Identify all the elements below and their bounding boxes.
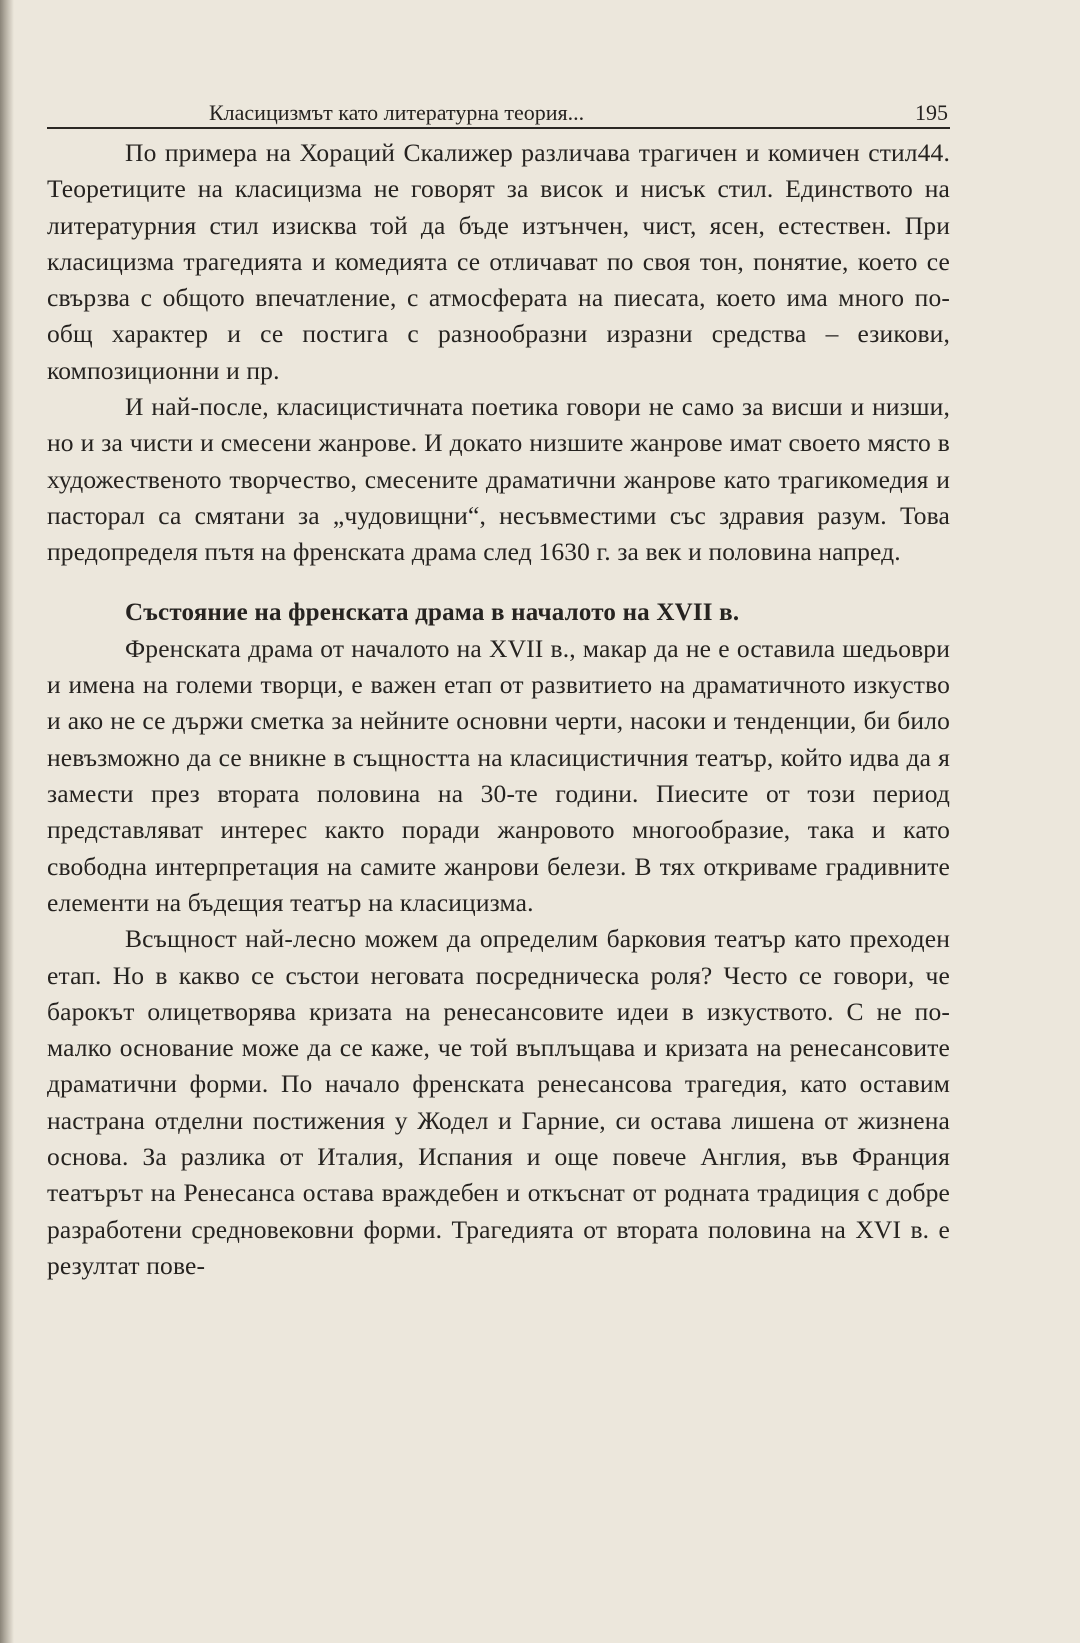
paragraph-mixed-genres: И най-после, класицистичната поетика говори не само за висши и низши, но и за чисти и смесени жанрове. И докато низшите жанрове имат своето място в художественото творчество, смесените драматични жанрове като трагикомедия и пасторал са смятани за „чудовищни“, несъвместими със здравия разум. Това предопределя пътя на френската драма след 1630 г. за век и половина напред. (47, 392, 950, 567)
paragraph-baroque-theatre: Всъщност най-лесно можем да определим барковия театър като преходен етап. Но в какво се състои неговата посредническа роля? Често се говори, че барокът олицетворява кризата на ренесансовите идеи в изкуството. С не по-малко основание може да се каже, че той въплъщава и кризата на ренесансовите драматични форми. По начало френската ренесансова трагедия, като оставим настрана отделни постижения у Жодел и Гарние, си остава лишена от жизнена основа. За разлика от Италия, Испания и още повече Англия, във Франция театърът на Ренесанса остава враждебен и откъснат от родната традиция с добре разработени средновековни форми. Трагедията от втората половина на XVI в. е резултат пове- (47, 924, 950, 1280)
paragraph-early-french-drama: Френската драма от началото на XVII в., макар да не е оставила шедьоври и имена на големи творци, е важен етап от развитието на драматичното изкуство и ако не се държи сметка за нейните основни черти, насоки и тенденции, би било невъзможно да се вникне в същността на класицистичния театър, който идва да я замести през втората половина на 30-те години. Пиесите от този период представляват интерес както поради жанровото многообразие, така и като свободна интерпретация на самите жанрови белези. В тях откриваме градивните елементи на бъдещия театър на класицизма. (47, 633, 950, 917)
page-number: 195 (915, 100, 948, 125)
paragraph-comic-tragic-style: По примера на Хораций Скалижер различава трагичен и комичен стил44. Теоретиците на класицизма не говорят за висок и нисък стил. Единството на литературния стил изисква той да бъде изтънчен, чист, ясен, естествен. При класицизма трагедията и комедията се отличават по своя тон, понятие, което се свързва с общото впечатление, с атмосферата на пиесата, което има много по-общ характер и се постига с разнообразни изразни средства – езикови, композиционни и пр. (47, 138, 950, 385)
book-page (47, 97, 950, 1284)
running-header (47, 97, 950, 129)
page-binding-shadow (0, 0, 14, 1643)
running-title: Класицизмът като литературна теория... (209, 100, 585, 125)
body-text (47, 135, 950, 1284)
section-heading: Състояние на френската драма в началото на XVII в. (125, 598, 740, 626)
